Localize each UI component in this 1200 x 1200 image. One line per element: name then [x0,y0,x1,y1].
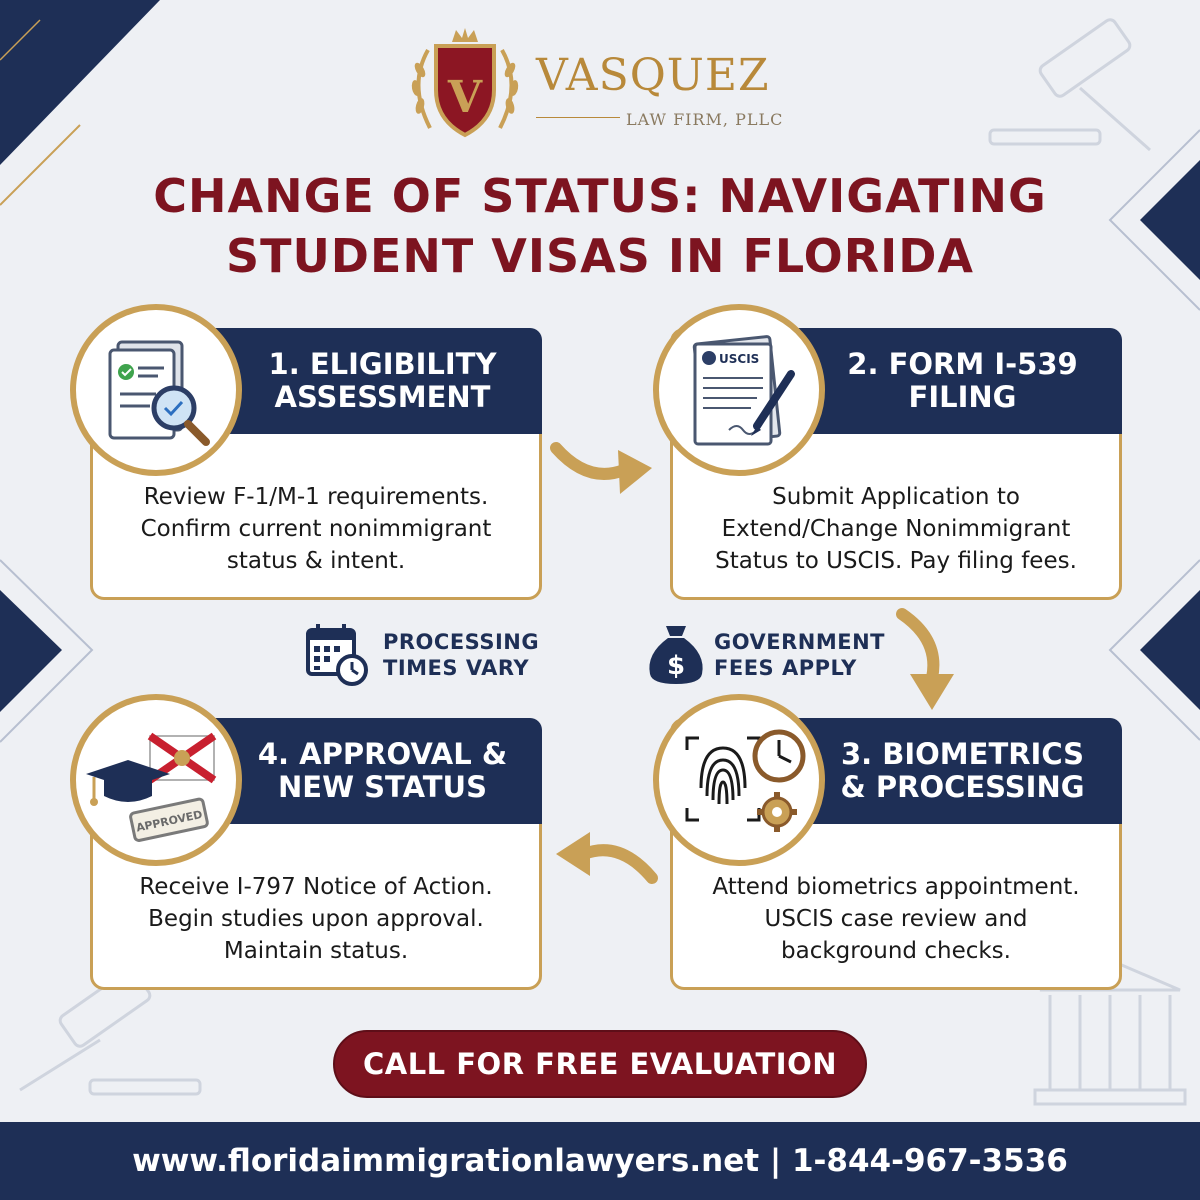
step-description [109,871,523,967]
step-description-line: status & intent. [226,548,406,574]
note-line: GOVERNMENT [714,630,886,654]
crest-icon [400,20,530,150]
step-description-line: Receive I-797 Notice of Action. [139,874,493,900]
arrow-down-icon [890,606,970,716]
step-heading [793,328,1122,434]
step-heading-line: 1. ELIGIBILITY [268,347,497,381]
step-heading-line: ASSESSMENT [274,380,491,414]
step-description [689,481,1103,577]
step-description-line: Review F-1/M-1 requirements. [143,484,489,510]
step-description-line: Confirm current nonimmigrant [140,516,492,542]
fingerprint-clock-gear-icon [653,694,825,866]
step-heading-line: & PROCESSING [840,770,1085,804]
firm-subtitle: LAW FIRM, PLLC [626,110,784,129]
calendar-clock-icon [304,622,370,688]
crest-monogram: V [447,72,483,123]
step-description-line: Maintain status. [223,938,409,964]
step-description-line: Begin studies upon approval. [148,906,484,932]
step-heading-line: 3. BIOMETRICS [840,737,1085,771]
uscis-form-pen-icon [653,304,825,476]
approved-stamp-label: APPROVED [135,807,204,835]
note-line: FEES APPLY [714,656,857,680]
arrow-right-icon [548,436,658,506]
note-line: TIMES VARY [383,656,530,680]
contact-info[interactable]: www.floridaimmigrationlawyers.net | 1-844-967-3536 [132,1143,1068,1179]
step-heading [213,718,542,824]
government-fees-note [714,629,885,681]
page-title [60,166,1140,286]
footer-contact [0,1122,1200,1200]
title-line-1: CHANGE OF STATUS: NAVIGATING [153,169,1047,223]
graduation-cap-flag-approved-icon [70,694,242,866]
step-heading-line: 2. FORM I-539 [847,347,1078,381]
logo-divider [536,117,620,118]
step-heading-line: 4. APPROVAL & [257,737,508,771]
firm-name: VASQUEZ [536,50,770,101]
step-description-line: Attend biometrics appointment. [712,874,1080,900]
note-line: PROCESSING [383,630,540,654]
step-heading-line: NEW STATUS [278,770,487,804]
step-description-line: Extend/Change Nonimmigrant [721,516,1071,542]
step-description-line: background checks. [781,938,1011,964]
step-heading-line: FILING [908,380,1017,414]
title-line-2: STUDENT VISAS IN FLORIDA [225,229,975,283]
processing-times-note [383,629,539,681]
step-description-line: Submit Application to [772,484,1020,510]
step-description [689,871,1103,967]
firm-logo [400,20,820,150]
dollar-sign: $ [666,651,686,681]
document-magnifier-icon [70,304,242,476]
free-evaluation-button[interactable]: CALL FOR FREE EVALUATION [333,1030,867,1098]
step-heading [793,718,1122,824]
arrow-left-icon [550,820,660,890]
step-description [109,481,523,577]
money-bag-icon [646,620,706,686]
uscis-label: USCIS [719,352,760,366]
step-heading [213,328,542,434]
step-description-line: USCIS case review and [764,906,1028,932]
step-description-line: Status to USCIS. Pay filing fees. [715,548,1077,574]
